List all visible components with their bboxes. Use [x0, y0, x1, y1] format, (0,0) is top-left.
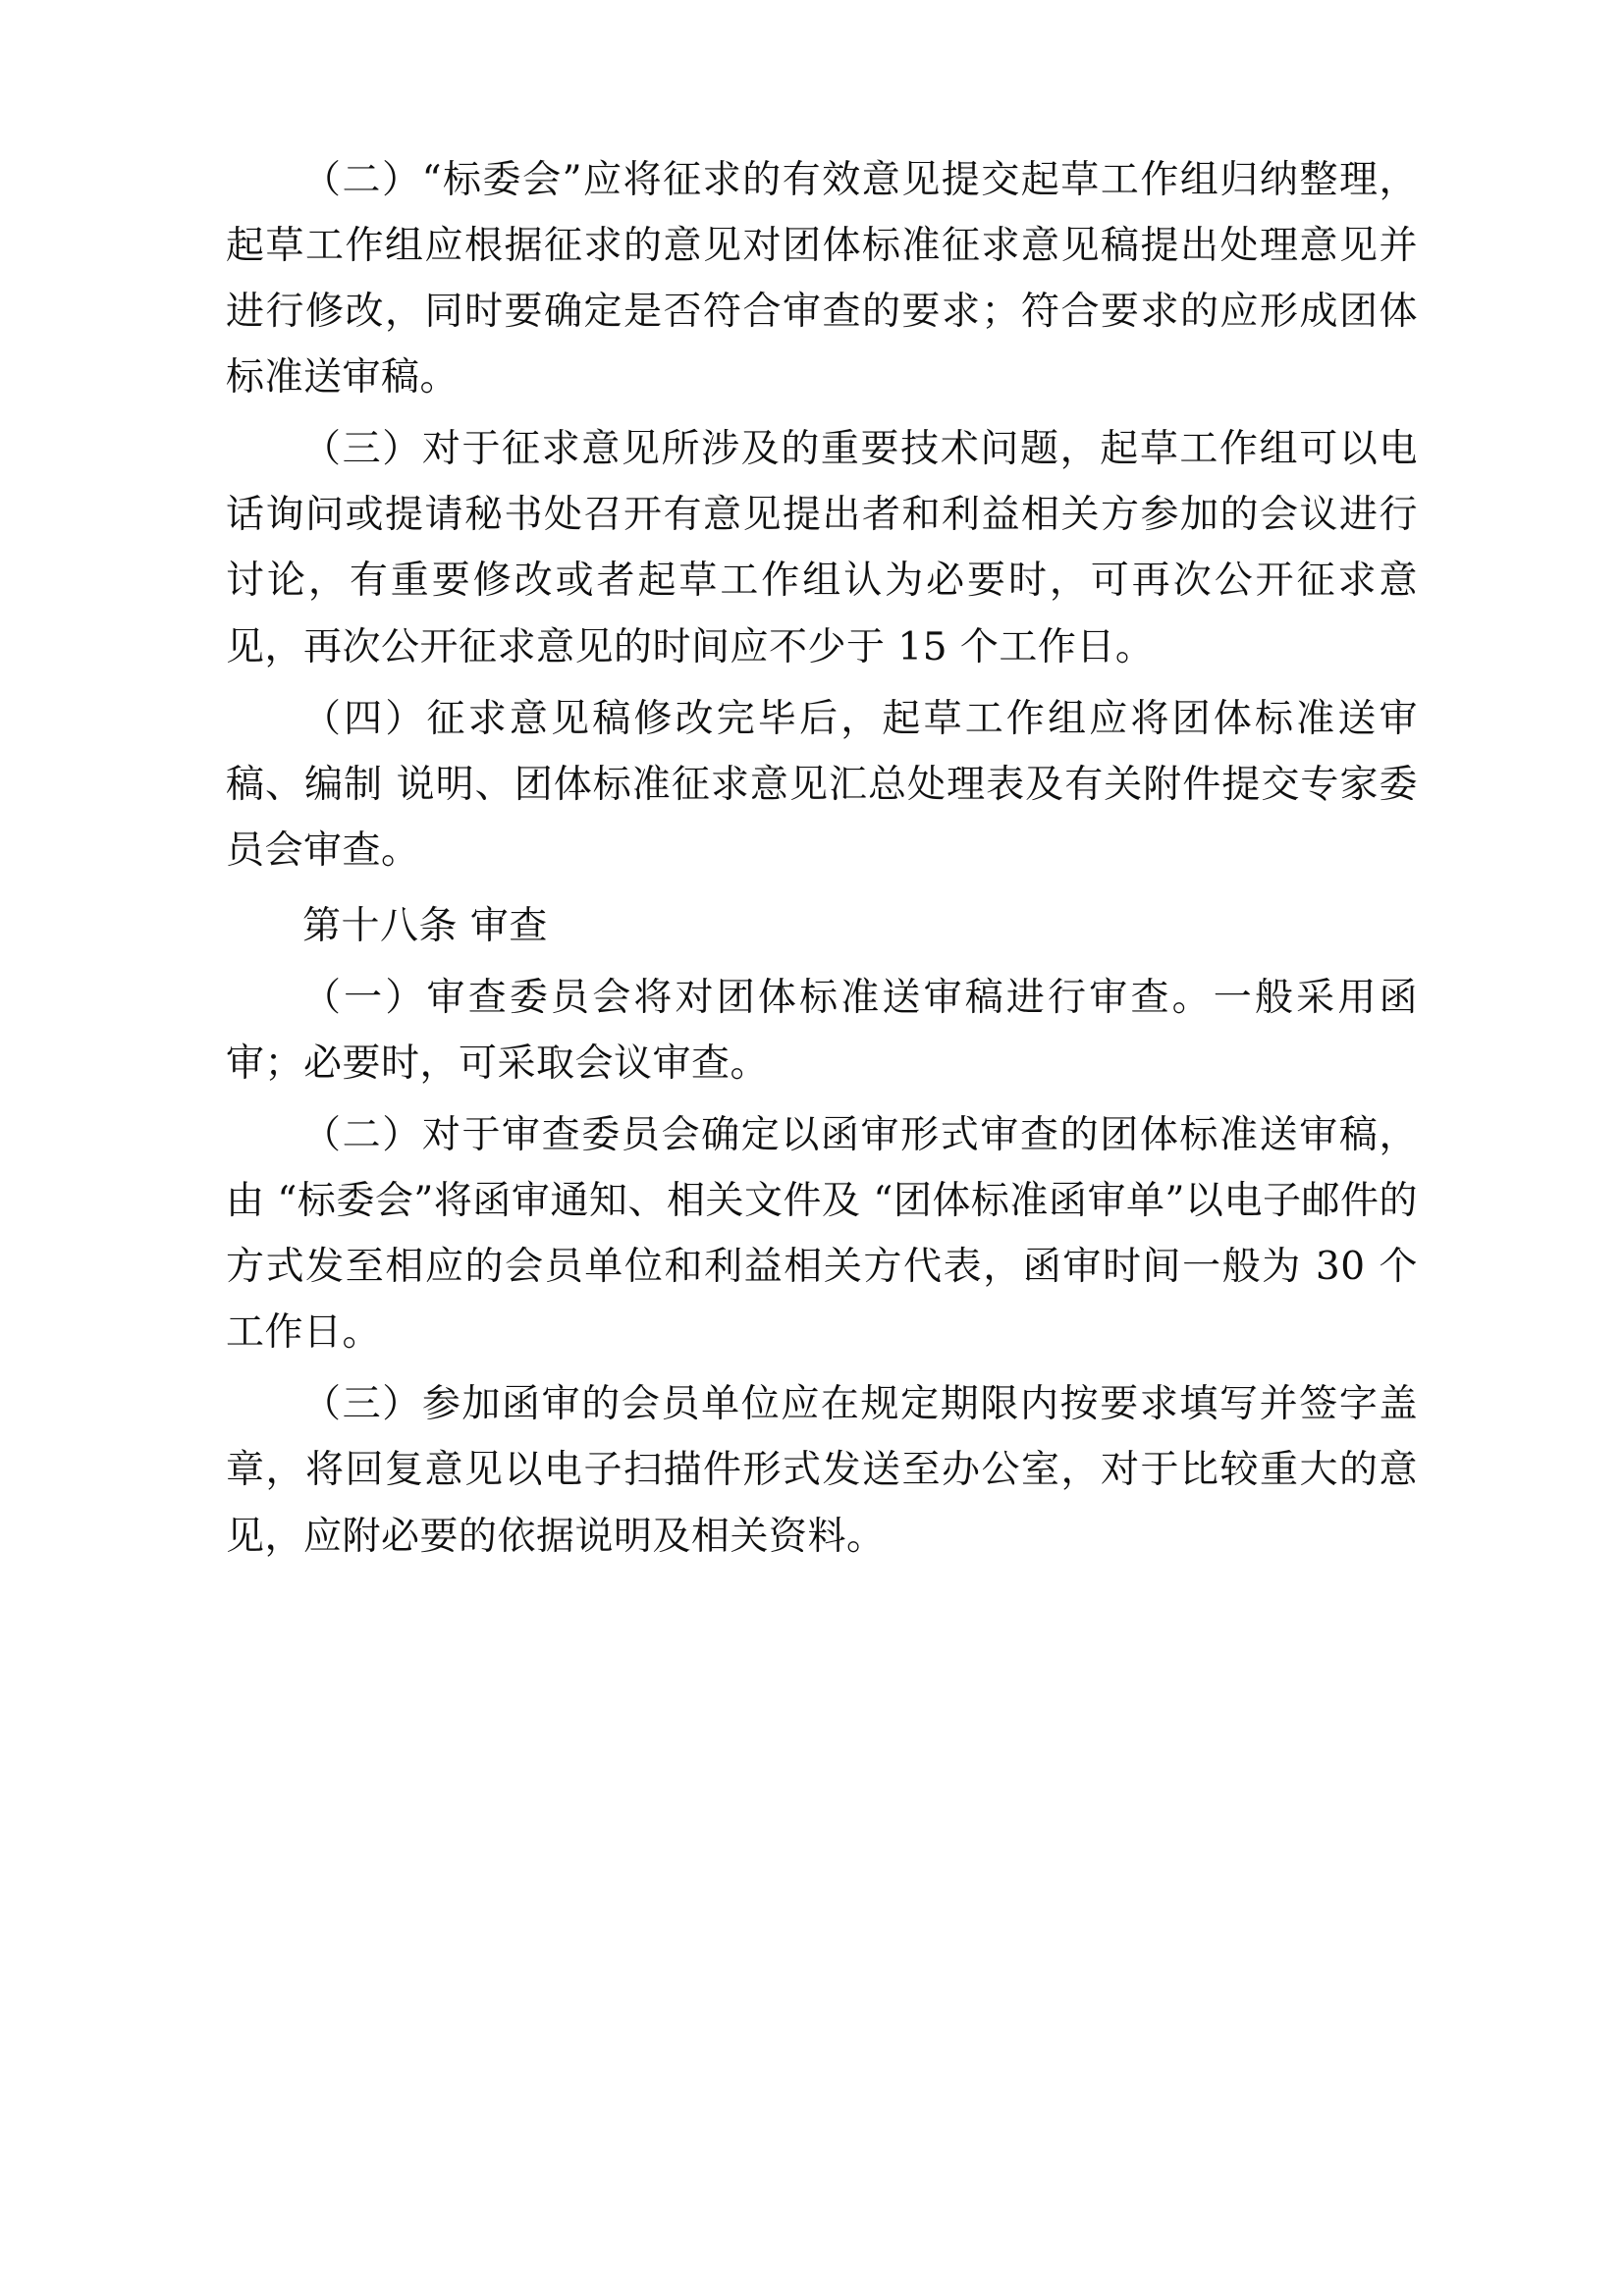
paragraph-clause-3: （三）对于征求意见所涉及的重要技术问题，起草工作组可以电话询问或提请秘书处召开有意见提出者和利益相关方参加的会议进行讨论，有重要修改或者起草工作组认为必要时，可再次公开征求意见，再次公开征求意见的时间应不少于 15 个工作日。 — [226, 427, 1418, 669]
paragraph-clause-2: （二）“标委会”应将征求的有效意见提交起草工作组归纳整理，起草工作组应根据征求的意见对团体标准征求意见稿提出处理意见并进行修改，同时要确定是否符合审查的要求；符合要求的应形成团体标准送审稿。 — [226, 158, 1418, 400]
article-heading-18: 第十八条 审查 — [302, 903, 548, 948]
paragraph-review-clause-1: （一）审查委员会将对团体标准送审稿进行审查。一般采用函审；必要时，可采取会议审查。 — [226, 975, 1418, 1087]
paragraph-review-clause-2: （二）对于审查委员会确定以函审形式审查的团体标准送审稿，由 “标委会”将函审通知、相关文件及 “团体标准函审单”以电子邮件的方式发至相应的会员单位和利益相关方代表，函审时间一般为 30 个工作日。 — [226, 1113, 1418, 1356]
paragraph-review-clause-3: （三）参加函审的会员单位应在规定期限内按要求填写并签字盖章，将回复意见以电子扫描件形式发送至办公室，对于比较重大的意见，应附必要的依据说明及相关资料。 — [226, 1382, 1418, 1559]
paragraph-clause-4: （四）征求意见稿修改完毕后，起草工作组应将团体标准送审稿、编制 说明、团体标准征求意见汇总处理表及有关附件提交专家委员会审查。 — [226, 696, 1418, 873]
document-body — [226, 147, 1418, 1570]
